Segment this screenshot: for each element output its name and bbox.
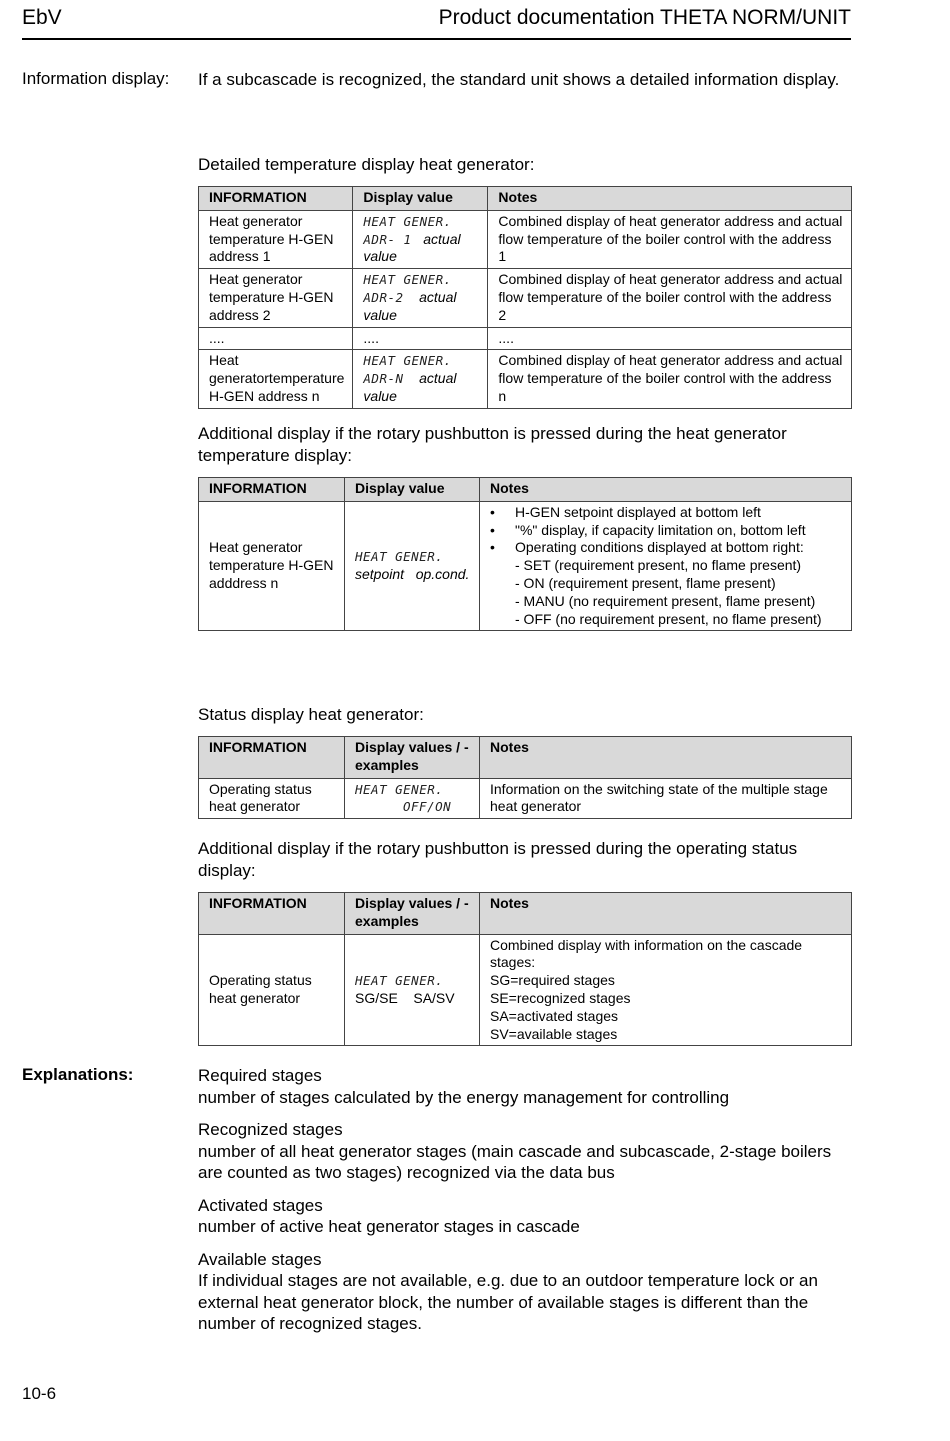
row-information: Heat generator temperature H-GEN address 1 bbox=[199, 210, 353, 268]
table-row bbox=[199, 934, 852, 1046]
display-suffix-2: value bbox=[363, 387, 397, 404]
page-number: 10-6 bbox=[22, 1384, 57, 1403]
row-display-value bbox=[345, 501, 480, 631]
row-display-value bbox=[353, 210, 488, 268]
table-row bbox=[199, 501, 852, 631]
col-header-information: INFORMATION bbox=[199, 893, 345, 935]
explanation-definition: If individual stages are not available, e.g. due to an outdoor temperature lock or an external heat generator block, the number of available stages is different than the number of recognized stages. bbox=[198, 1271, 818, 1333]
lcd-line-2: ADR- 1 bbox=[363, 231, 412, 247]
explanation-definition: number of all heat generator stages (main cascade and subcascade, 2-stage boilers are counted as two stages) recognized via the data bus bbox=[198, 1141, 832, 1182]
list-item: • Operating conditions displayed at bottom right: bbox=[490, 539, 843, 557]
row-display-value bbox=[345, 778, 480, 819]
list-item: - ON (requirement present, flame present) bbox=[515, 574, 776, 591]
notes-line: SA=activated stages bbox=[490, 1007, 619, 1024]
row-display-value: .... bbox=[353, 327, 488, 350]
info-display-label: Information display: bbox=[22, 69, 170, 88]
lcd-line-1: HEAT GENER. bbox=[363, 213, 452, 229]
row-notes: Combined display of heat generator address and actual flow temperature of the boiler control with the address 1 bbox=[488, 210, 852, 268]
explanation-item bbox=[198, 1119, 858, 1184]
additional-status-table bbox=[198, 892, 852, 1046]
display-suffix: actual bbox=[419, 288, 457, 305]
explanation-item bbox=[198, 1065, 858, 1108]
section2-title: Additional display if the rotary pushbutton is pressed during the heat generator temperature display: bbox=[198, 424, 787, 465]
notes-bullet-list bbox=[490, 504, 843, 557]
header-title: Product documentation THETA NORM/UNIT bbox=[438, 6, 851, 29]
display-suffix: actual bbox=[419, 370, 457, 387]
header-company: EbV bbox=[22, 6, 62, 29]
explanations-label: Explanations: bbox=[22, 1065, 134, 1084]
explanation-definition: number of stages calculated by the energy management for controlling bbox=[198, 1087, 730, 1107]
row-information: Heat generator temperature H-GEN adddress n bbox=[199, 501, 345, 631]
explanation-item bbox=[198, 1195, 858, 1238]
page-header bbox=[22, 4, 851, 40]
row-information: Operating status heat generator bbox=[199, 778, 345, 819]
table-row bbox=[199, 778, 852, 819]
notes-line: SV=available stages bbox=[490, 1025, 618, 1042]
status-display-table bbox=[198, 736, 852, 819]
table-row bbox=[199, 269, 852, 327]
col-header-display-value: Display value bbox=[345, 478, 480, 502]
col-header-notes: Notes bbox=[488, 187, 852, 211]
display-line: SG/SE SA/SV bbox=[355, 989, 455, 1006]
row-display-value bbox=[353, 350, 488, 408]
lcd-line: HEAT GENER. bbox=[355, 549, 444, 565]
table-header-row bbox=[199, 478, 852, 502]
temperature-display-table bbox=[198, 186, 852, 409]
table-row bbox=[199, 210, 852, 268]
row-notes: Combined display of heat generator address and actual flow temperature of the boiler control with the address n bbox=[488, 350, 852, 408]
display-line: setpoint op.cond. bbox=[355, 566, 470, 583]
row-notes: Information on the switching state of the multiple stage heat generator bbox=[480, 778, 852, 819]
row-information: Heat generator temperature H-GEN address 2 bbox=[199, 269, 353, 327]
col-header-display-value: Display value bbox=[353, 187, 488, 211]
table-row bbox=[199, 327, 852, 350]
row-notes bbox=[480, 501, 852, 631]
col-header-display-values: Display values / -examples bbox=[345, 893, 480, 935]
table-header-row bbox=[199, 737, 852, 779]
lcd-line-2: ADR-2 bbox=[363, 289, 404, 305]
col-header-notes: Notes bbox=[480, 893, 852, 935]
list-item: • H-GEN setpoint displayed at bottom left bbox=[490, 504, 843, 522]
additional-temperature-table bbox=[198, 477, 852, 631]
list-item: - SET (requirement present, no flame present) bbox=[515, 557, 802, 574]
lcd-line-2: ADR-N bbox=[363, 371, 404, 387]
table-row bbox=[199, 350, 852, 408]
lcd-line-2: OFF/ON bbox=[403, 799, 452, 815]
notes-line: SG=required stages bbox=[490, 972, 615, 989]
col-header-display-values: Display values / -examples bbox=[345, 737, 480, 779]
table-header-row bbox=[199, 187, 852, 211]
explanation-term: Recognized stages bbox=[198, 1120, 343, 1139]
info-display-text: If a subcascade is recognized, the standard unit shows a detailed information display. bbox=[198, 70, 840, 89]
notes-line: Combined display with information on the cascade stages: bbox=[490, 936, 803, 971]
col-header-notes: Notes bbox=[480, 737, 852, 779]
explanations-list bbox=[198, 1065, 858, 1346]
section3-title: Status display heat generator: bbox=[198, 705, 424, 724]
col-header-notes: Notes bbox=[480, 478, 852, 502]
row-information: .... bbox=[199, 327, 353, 350]
explanation-item bbox=[198, 1249, 858, 1335]
section1-title: Detailed temperature display heat generator: bbox=[198, 155, 535, 174]
row-notes: .... bbox=[488, 327, 852, 350]
section4-title: Additional display if the rotary pushbutton is pressed during the operating status display: bbox=[198, 839, 798, 880]
row-display-value bbox=[353, 269, 488, 327]
lcd-line-1: HEAT GENER. bbox=[355, 781, 444, 797]
list-item: - MANU (no requirement present, flame present) bbox=[515, 592, 816, 609]
explanation-term: Activated stages bbox=[198, 1195, 323, 1215]
col-header-information: INFORMATION bbox=[199, 737, 345, 779]
row-information: Heat generatortemperature H-GEN address n bbox=[199, 350, 353, 408]
row-display-value bbox=[345, 934, 480, 1046]
display-suffix-2: value bbox=[363, 248, 397, 265]
display-suffix: actual bbox=[423, 230, 461, 247]
col-header-information: INFORMATION bbox=[199, 187, 353, 211]
row-information: Operating status heat generator bbox=[199, 934, 345, 1046]
notes-line: SE=recognized stages bbox=[490, 989, 631, 1006]
explanation-term: Required stages bbox=[198, 1066, 322, 1085]
row-notes: Combined display of heat generator address and actual flow temperature of the boiler control with the address 2 bbox=[488, 269, 852, 327]
display-suffix-2: value bbox=[363, 306, 397, 323]
list-item: - OFF (no requirement present, no flame present) bbox=[515, 610, 822, 627]
explanation-definition: number of active heat generator stages in cascade bbox=[198, 1217, 580, 1236]
lcd-line: HEAT GENER. bbox=[355, 973, 444, 989]
table-header-row bbox=[199, 893, 852, 935]
lcd-line-1: HEAT GENER. bbox=[363, 353, 452, 369]
col-header-information: INFORMATION bbox=[199, 478, 345, 502]
row-notes bbox=[480, 934, 852, 1046]
list-item: • "%" display, if capacity limitation on, bottom left bbox=[490, 522, 843, 540]
lcd-line-1: HEAT GENER. bbox=[363, 272, 452, 288]
condition-list bbox=[490, 557, 843, 628]
explanation-term: Available stages bbox=[198, 1249, 322, 1269]
